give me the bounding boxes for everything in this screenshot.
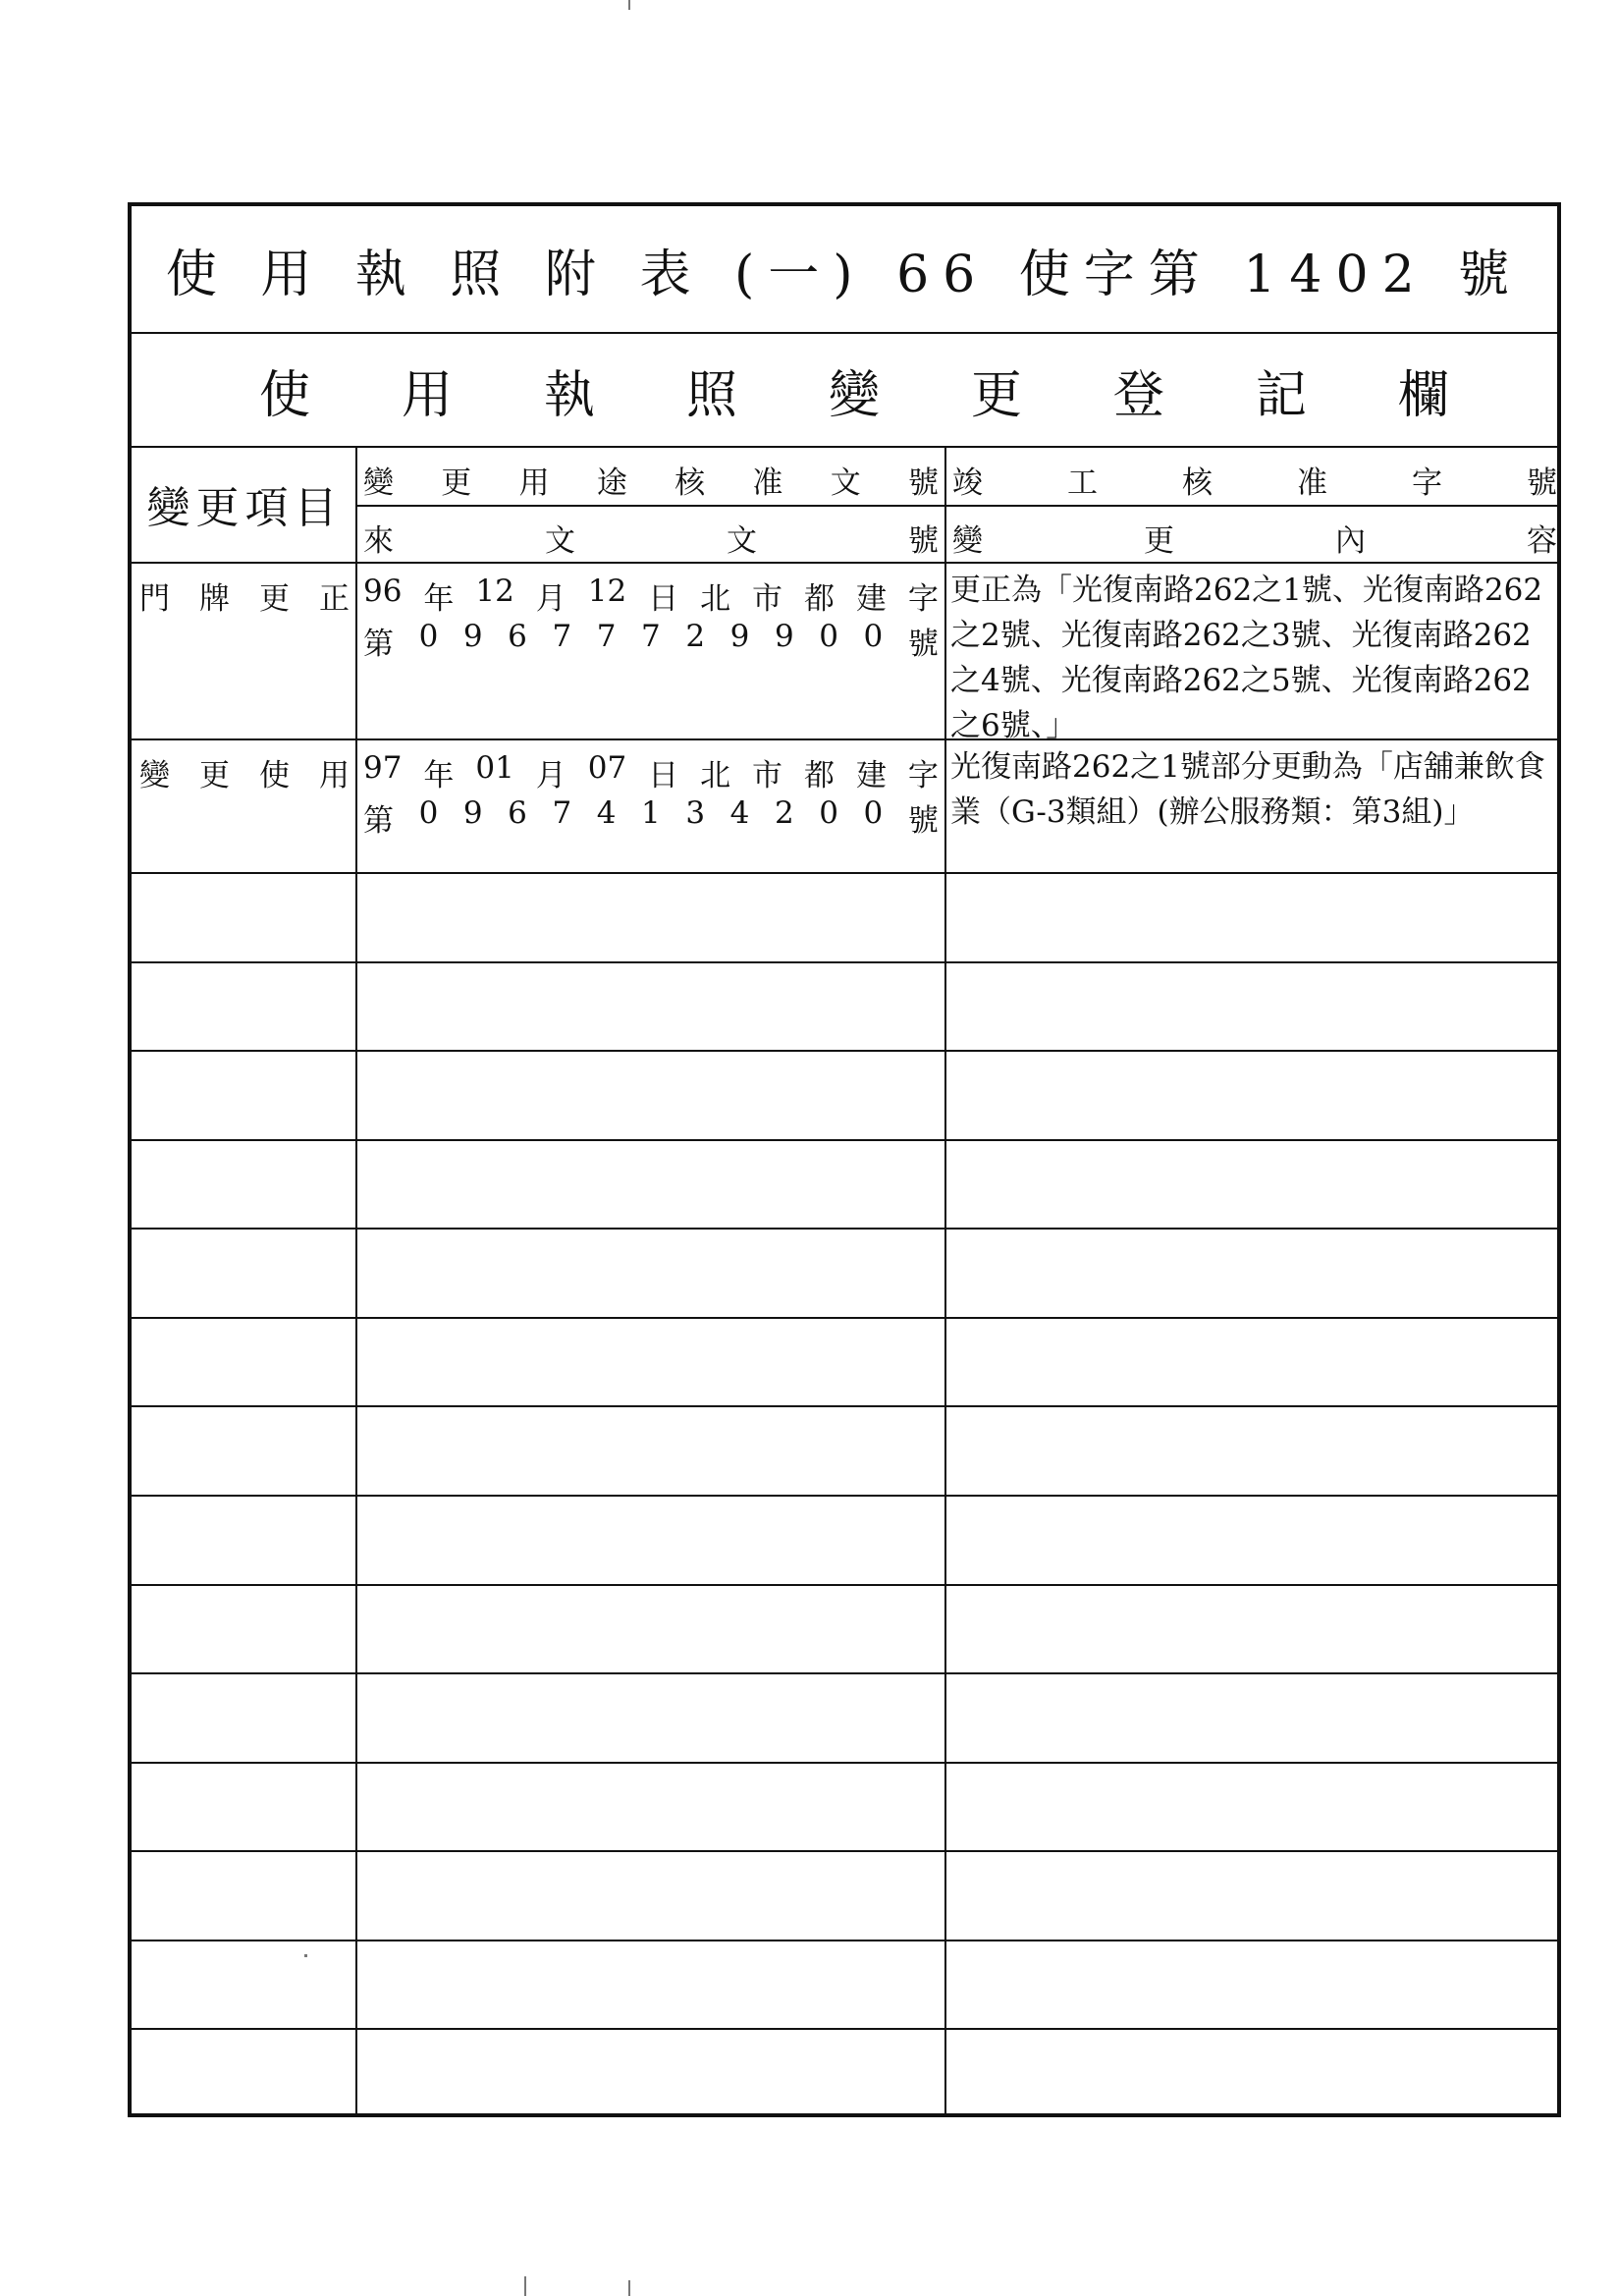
document-number-line-char: 9 [729, 619, 750, 654]
document-number-line-char: 0 [863, 619, 884, 654]
document-number-line-char: 月 [535, 758, 566, 793]
document-number-line-char: 0 [819, 619, 838, 654]
heading-character: 記 [1255, 365, 1307, 425]
document-number-line-char: 07 [587, 750, 627, 786]
header-character: 更 [441, 465, 472, 501]
document-number-line-char: 月 [535, 581, 566, 617]
header-character: 途 [596, 465, 627, 501]
row-divider [132, 1584, 1557, 1586]
document-title: 使 用 執 照 附 表 (一) 66 使字第 1402 號 [165, 245, 1524, 304]
document-number-line-char: 7 [641, 619, 661, 654]
header-character: 工 [1067, 465, 1098, 501]
header-character: 容 [1527, 523, 1557, 559]
document-number-line-char: 7 [552, 795, 572, 831]
document-number-line-char: 號 [907, 627, 939, 662]
document-number-line-char: 0 [863, 795, 884, 831]
header-character: 內 [1335, 523, 1366, 559]
document-number-line [363, 750, 939, 794]
document-number-line-char: 都 [803, 581, 835, 617]
header-inner-divider [355, 505, 1557, 507]
document-number-line-char: 01 [475, 750, 514, 786]
document-number-line-char: 7 [596, 619, 617, 654]
row-divider [132, 1762, 1557, 1764]
document-number-line-char: 第 [363, 627, 394, 662]
row-divider [132, 1228, 1557, 1230]
document-number-line-char: 9 [462, 619, 483, 654]
heading-character: 使 [259, 365, 311, 425]
document-number-line-char: 0 [418, 619, 439, 654]
change-item-cell-char: 正 [319, 581, 350, 617]
row-divider [132, 1940, 1557, 1941]
row-divider [132, 872, 1557, 874]
header-character: 號 [907, 465, 939, 501]
change-item-cell-char: 更 [259, 581, 290, 617]
header-character: 變 [363, 465, 394, 501]
row-divider [132, 1672, 1557, 1674]
change-item-cell-char: 變 [139, 758, 170, 793]
change-content-cell: 光復南路262之1號部分更動為「店舖兼飲食業（G-3類組）(辦公服務類：第3組)」 [950, 749, 1545, 830]
document-number-line-char: 都 [803, 758, 835, 793]
document-number-line-char: 96 [363, 574, 403, 609]
header-character: 號 [908, 523, 939, 559]
header-character: 號 [1527, 465, 1557, 501]
heading-character: 更 [970, 365, 1022, 425]
header-bottom-divider [132, 562, 1557, 564]
change-content-cell: 更正為「光復南路262之1號、光復南路262之2號、光復南路262之3號、光復南路262之4號、光復南路262之5號、光復南路262之6號、」 [950, 573, 1543, 743]
heading-character: 登 [1112, 365, 1164, 425]
scan-mark [628, 0, 630, 10]
document-number-line-char: 建 [855, 758, 887, 793]
heading-character: 變 [828, 365, 880, 425]
document-number-line-char: 日 [648, 758, 679, 793]
document-number-line-char: 97 [363, 750, 403, 786]
document-number-line-char: 0 [819, 795, 838, 831]
document-number-line [363, 574, 939, 618]
row-divider [132, 1495, 1557, 1497]
document-number-line-char: 字 [907, 758, 939, 793]
row-divider [132, 738, 1557, 740]
change-item-cell [139, 574, 350, 618]
document-number-line-char: 12 [475, 574, 514, 609]
header-change-content [952, 516, 1557, 560]
row-divider [132, 1139, 1557, 1141]
heading-character: 執 [543, 365, 595, 425]
document-number-line-char: 北 [700, 581, 731, 617]
header-character: 字 [1412, 465, 1442, 501]
header-character: 竣 [952, 465, 983, 501]
scan-mark [628, 2280, 630, 2296]
header-character: 更 [1144, 523, 1174, 559]
header-character: 文 [727, 523, 757, 559]
heading-character: 照 [685, 365, 737, 425]
document-number-line-char: 號 [907, 803, 939, 839]
row-divider [132, 1405, 1557, 1407]
document-number-line [363, 619, 939, 663]
column-divider-2 [944, 446, 946, 2113]
change-item-cell-char: 使 [259, 758, 290, 793]
header-character: 來 [363, 523, 394, 559]
change-item-cell [139, 750, 350, 794]
document-number-line-char: 市 [752, 581, 783, 617]
change-item-cell-char: 門 [139, 581, 170, 617]
document-number-line-char: 2 [774, 795, 794, 831]
header-character: 文 [545, 523, 575, 559]
header-incoming-document-number [363, 516, 939, 560]
scan-mark [304, 1954, 307, 1957]
document-number-line-char: 0 [418, 795, 439, 831]
document-number-line-char: 市 [752, 758, 783, 793]
document-number-line-char: 12 [587, 574, 627, 609]
row-divider [132, 1317, 1557, 1319]
header-character: 准 [752, 465, 783, 501]
document-number-line-char: 年 [423, 581, 455, 617]
header-character: 文 [830, 465, 861, 501]
document-number-line-char: 1 [641, 795, 661, 831]
document-number-line-char: 日 [648, 581, 679, 617]
header-approval-number [363, 458, 939, 502]
document-number-line-char: 6 [508, 795, 527, 831]
document-number-line-char: 建 [855, 581, 887, 617]
document-number-line-char: 字 [907, 581, 939, 617]
header-change-item: 變更項目 [146, 483, 344, 533]
change-item-cell-char: 牌 [199, 581, 230, 617]
change-item-cell-char: 用 [319, 758, 350, 793]
document-number-line-char: 7 [552, 619, 572, 654]
header-character: 核 [674, 465, 706, 501]
document-number-line-char: 9 [774, 619, 794, 654]
document-number-line-char: 2 [685, 619, 706, 654]
header-character: 核 [1182, 465, 1213, 501]
heading-character: 用 [401, 365, 453, 425]
document-number-line-char: 3 [685, 795, 706, 831]
document-number-line-char: 6 [508, 619, 527, 654]
change-registration-table [128, 202, 1561, 2117]
document-number-line-char: 北 [700, 758, 731, 793]
document-number-line-char: 4 [729, 795, 750, 831]
document-number-line-char: 4 [596, 795, 617, 831]
row-divider [132, 1050, 1557, 1052]
header-character: 准 [1297, 465, 1327, 501]
heading-character: 欄 [1397, 365, 1449, 425]
scan-mark [524, 2276, 526, 2296]
header-character: 用 [518, 465, 550, 501]
header-character: 變 [952, 523, 983, 559]
document-number-line-char: 第 [363, 803, 394, 839]
change-item-cell-char: 更 [199, 758, 230, 793]
header-completion-number [952, 458, 1557, 502]
column-divider-1 [355, 446, 357, 2113]
section-heading [132, 334, 1557, 446]
row-divider [132, 2028, 1557, 2030]
document-number-line [363, 795, 939, 840]
document-number-line-char: 年 [423, 758, 455, 793]
row-divider [132, 961, 1557, 963]
document-number-line-char: 9 [462, 795, 483, 831]
row-divider [132, 1850, 1557, 1852]
